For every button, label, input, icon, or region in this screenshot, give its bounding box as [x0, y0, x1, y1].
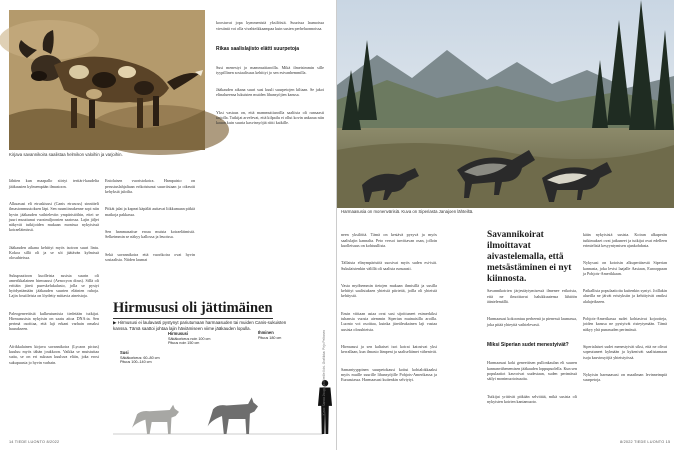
- paragraph: Vasta myöhemmin tietojen mukaan ihmisillä ja susilla kehittyi saalistuksen yhteisiä piirteitä, joilla oli yhteistä kehitystä.: [341, 283, 439, 299]
- paragraph: Sen hammasaitue eroaa muista koiraeläimistä. Selkeimmin se näkyy kallossa ja leuoissa.: [105, 229, 197, 240]
- paragraph: Pitkät jalat ja kapeat käpälät auttavat liikkumaan pitkiä matkoja pakkassa.: [105, 206, 197, 217]
- paragraph: Alkuasusi eli etruskisusi (Canis etruscus) sinnitteli ilmastonmuutoksen läpi. Sen ruumiinrakenne sopi niin hyvin jääkauden vaihteleviin ympäristöihin, ettei se juuri muuttunut vuosimiljoonien saatossa. Lajin jäljet näkyvät tutkijoiden mukaan monissa nykyisissä koiraeläimissä.: [9, 201, 101, 233]
- pull-quote: Savannikoirat ilmoittavat aivastelemalla, että metsästäminen ei nyt kiinnosta.: [487, 230, 572, 284]
- paragraph: Nykysusi on kotoisin alkuperäisestä Siperian kannasta, joka levisi laajalle Aasiaan, Eurooppaan ja Pohjois-Amerikkaan.: [583, 260, 669, 276]
- paragraph: Pohjois-Amerikassa sudet kohtasivat kojootteja, joiden kanssa ne pystyivät risteytymään. Tämä näkyy yhä punasuden perimässä.: [583, 316, 669, 332]
- paragraph: Paleogeneettisiä kulkeutumisia tiedetään tutkijat. Hirmususista nykyisin on saatu aitoa DNA:ta. Sen perimä osoittaa, että laji erkani varhain omaksi haarakseen.: [9, 310, 101, 332]
- wolf-photo-caption: Harmaasusia on monenvärisiä. Kuva on Siperiasta Janajoen lähteiltä.: [341, 209, 474, 214]
- infobox-divider: [113, 318, 273, 319]
- paragraph: Jääkauden aikana suuri susi kuuli suurpetojen kiltaan. Se jakoi elinalueensa lukuisten muiden lihansyöjien kanssa.: [216, 87, 326, 98]
- label-ihminen: [258, 331, 281, 340]
- right-col-1: [341, 222, 437, 437]
- paragraph: Afrikkalainen kirjava savannikoira (Lycaon pictus) kuuluu myös tähän joukkoon. Vaikka se muistuttaa sutta, se on eri sukuun kuuluva eläin, joka erosi sukupuusta jo hyvin varhain.: [9, 344, 101, 365]
- paragraph: Sekä savannikoira että vuorikoira ovat hyvin sosiaalisia. Niiden laumat: [105, 251, 197, 262]
- label-hirmususi-line1: Säkäkorkeus noin 100 cm: [168, 336, 211, 341]
- left-col-1: [9, 168, 99, 438]
- paragraph: Hirmususi ja sen kaltaiset isot koirat katosivat yksi kerrallaan, kun ilmasto lämpeni ja saaliseläimet vähenivät.: [341, 344, 439, 355]
- hirmususi-silhouette: [208, 397, 258, 434]
- paragraph: Savannikoirien järjestäytymisessä ilmenee erikoista, että ne ilmoittavat halukkuutensa lähtöön ääntelemällä.: [487, 288, 579, 304]
- subheading-siberia: Miksi Siperian sudet menestyivät?: [487, 342, 569, 349]
- right-col-3: [583, 222, 667, 437]
- subheading-prey: Rikas saalislajisto elätti suurpetoja: [216, 46, 300, 53]
- wild-dog-photo: [9, 10, 205, 150]
- label-susi: [120, 351, 160, 365]
- paragraph: Tutkijat yrittivät pitkään selvittää, mikä susista oli nykyisten koirien kantamuoto.: [487, 393, 579, 404]
- label-susi-line2: Pituus 100–140 cm: [120, 360, 152, 365]
- paragraph: lähtien kun maapallo siirtyi tertiäri-kaudelta jääkausien kylmempään ilmastoon.: [9, 178, 101, 189]
- paragraph: Yksi vastaus on, että mammuttiaroilla saaliista oli runsaasti tarjolla. Tutkijat arvelevat, että kilpailu ei ollut kovin ankaraa niin kauan kuin suuria kasvinsyöjiä riitti kaikille.: [216, 110, 326, 126]
- paragraph: Harmaasusi kokoontuu perheenä ja pienessä laumassa, joka pitää yhteyttä vaihtelevasti.: [487, 316, 579, 327]
- infobox-title: Hirmususi oli jättimäinen: [113, 300, 273, 316]
- paragraph: Eniolaisen vuoristokoira. Hampaisto on perustuslahjaltaan erikoistunut suurriistaan ja oikeutti kehyksiä jaloilta.: [105, 178, 197, 194]
- right-page: [337, 0, 674, 450]
- paragraph: Susi menestyi jo mammuttiaroilla. Mikä ilmeisimmin sille tyypillinen sosiaalisuus kehittyi jo sen esivanhemmilla.: [216, 64, 326, 75]
- label-ihminen-name: Ihminen: [258, 330, 274, 335]
- page-footer-left: 14 TIEDE LUONTO 8/2022: [9, 440, 60, 444]
- paragraph: kään nykyisistä susista. Koiran alkuperän tutkimukset ovat jatkuneet ja tutkijat ovat edelleen erimielisiä kesyyntymisen ajankohdasta.: [583, 232, 669, 248]
- infobox-text: ▶ Hirmususi ei laulavasti pystynyt pariutumaan harmaasuden tai muiden Canis-sukuisten kanssa. Tämä saattoi johtaa lajin häviämiseen viime jääkauden lopulla.: [113, 320, 287, 331]
- wolf-pack-photo: [337, 0, 674, 208]
- susi-silhouette: [132, 405, 179, 434]
- paragraph: neen yksilöitä. Tämä on kestävä pysyvä ja myös saalislajin kannalta. Peto versoi tarvittavan osan, jolloin kuolleisuus on kohtuullista.: [341, 232, 439, 248]
- label-ihminen-line1: Pituus 180 cm: [258, 335, 282, 340]
- paragraph: Sukupuuttoon kuolleista susista suurin oli amerikkalainen hirmususi (Aenocyon dirus). Sillä oli erittäin järeä pureskelukalusto, jolla se pystyi hyödyntämään jääkauden suurten eläinten ruhoja. Lajin fossiileista on löydetty mittavia aineistoja.: [9, 272, 101, 299]
- left-col-2: [105, 168, 195, 288]
- left-col-3: [216, 10, 324, 290]
- label-hirmususi: [168, 332, 210, 346]
- paragraph: koostuvat jopa kymmenistä yksilöistä. Suurissa laumoissa viestintä voi olla vivahteikkaampaa kuin susien perheluonnoissa.: [216, 20, 326, 31]
- graphic-credit: Kuva: Sanna Jouppi ja Mireille Ilchi. Grafiikka: Pirjo Peltonen: [322, 330, 326, 416]
- label-susi-name: Susi: [120, 350, 129, 355]
- wild-dog-illustration: [9, 10, 205, 150]
- page-footer-right: 8/2022 TIEDE LUONTO 15: [620, 440, 671, 444]
- paragraph: Samantyyppinen suurpetokausi koitui kohtalokkaaksi myös muille suurille lihansyöjille Pohjois-Amerikassa ja Euraasiassa. Harmaasusi kuitenkin selviytyi.: [341, 366, 439, 383]
- paragraph: Siperialaiset sudet menestyivät siksi, että ne olivat sopeutuneet kylmään ja kykenivät saalistamaan isoja kasvinsyöjiä yhteistyössä.: [583, 344, 669, 360]
- label-hirmususi-name: Hirmususi: [168, 331, 189, 336]
- paragraph: Nykyisin harmaasusi on maailman levinneimpiä suurpetoja.: [583, 372, 669, 383]
- paragraph: Jääkauden aikana kehittyi myös isoiron suuri lintu. Kokoa sillä oli ja se söi jäätävän kylmissä olosuhteissa.: [9, 244, 101, 260]
- paragraph: Harmaasusi koki geneettisen pullonkaulan eli suuren kannanvähenemisen jääkauden loppupuolella. Kun sen populaatiot kasvoivat uudestaan, suden perimässä säilyi monimuotoisuutta.: [487, 360, 579, 381]
- label-hirmususi-line2: Pituus noin 150 cm: [168, 341, 200, 346]
- right-col-2: [487, 278, 577, 438]
- dog-photo-caption: Kirjava savannikoira saalistaa helmikon valoihin ja varjoihin.: [9, 152, 123, 157]
- paragraph: Tällaista elinympäristöä suosivat myös suden esi-isät. Sukulaistenkin välillä oli saalista runsaasti.: [341, 260, 439, 271]
- wolf-landscape-illustration: [337, 0, 674, 208]
- label-susi-line1: Säkäkorkeus: 60–80 cm: [120, 355, 160, 360]
- paragraph: Ensin viittaan asiaa ovat susi sijoittuneet esimerkiksi tuhansia vuosia aiemmin Siperian muinaisilla aroilla. Luonto voi osoittaa, kuinka järeäleukainen laji vastaa uusista olosuhteista.: [341, 311, 439, 332]
- paragraph: Paikallisia populaatioita kuitenkin syntyi. Joillakin alueilla ne jäivät eristyksiin ja kehittyivät omiksi alalajeikseen.: [583, 288, 669, 304]
